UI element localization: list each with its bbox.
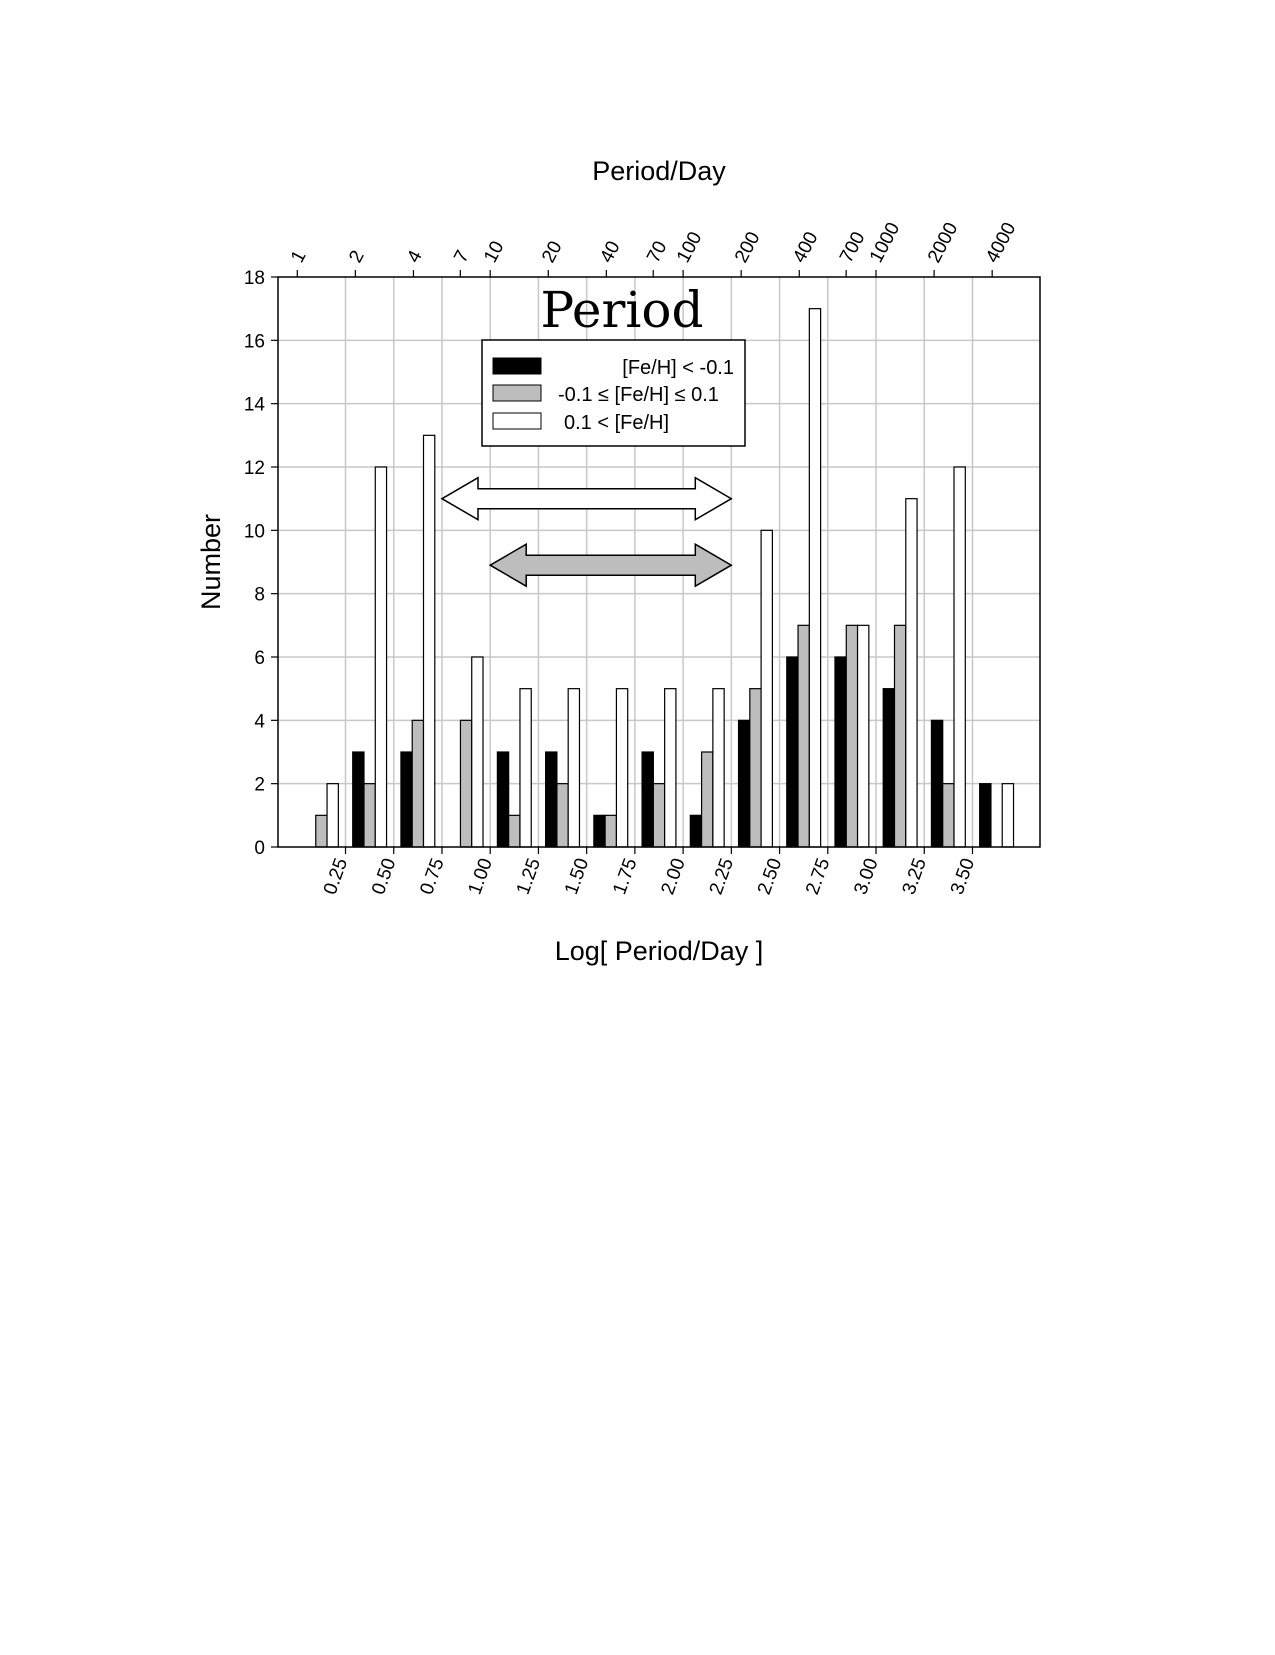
bar-series-0-bin-9 <box>739 720 750 847</box>
x-tick-label: 1.25 <box>512 855 546 898</box>
top-tick-label: 2000 <box>923 219 963 267</box>
top-axis-ticks <box>287 219 1020 277</box>
x-tick-label: 0.75 <box>416 855 449 898</box>
bar-series-1-bin-4 <box>509 815 520 847</box>
bar-series-0-bin-1 <box>353 752 364 847</box>
top-tick-label: 20 <box>538 237 567 267</box>
bar-series-2-bin-11 <box>858 625 869 847</box>
y-tick-label: 8 <box>254 584 265 606</box>
top-tick-label: 700 <box>836 228 870 267</box>
bar-series-1-bin-5 <box>557 784 568 847</box>
y-tick-label: 18 <box>243 268 265 289</box>
top-tick-label: 10 <box>480 237 509 267</box>
top-tick-label: 40 <box>596 237 625 267</box>
bar-series-1-bin-11 <box>846 625 857 847</box>
y-tick-label: 2 <box>254 774 265 796</box>
top-tick-label: 200 <box>731 228 765 267</box>
x-tick-label: 1.50 <box>560 855 594 898</box>
x-tick-label: 0.25 <box>319 855 353 898</box>
legend-label-metal-poor: [Fe/H] < -0.1 <box>622 357 734 379</box>
x-axis-label: Log[ Period/Day ] <box>554 936 764 966</box>
top-tick-label: 70 <box>643 237 672 267</box>
bar-series-2-bin-13 <box>954 467 965 847</box>
top-tick-label: 2 <box>345 247 369 267</box>
bar-series-2-bin-9 <box>761 530 772 847</box>
bar-series-1-bin-3 <box>460 720 471 847</box>
bar-series-1-bin-7 <box>653 784 664 847</box>
legend-swatch-metal-rich <box>493 413 541 429</box>
bar-series-2-bin-3 <box>472 657 483 847</box>
x-tick-label: 2.25 <box>705 855 739 898</box>
x-tick-label: 2.75 <box>802 855 835 898</box>
x-tick-label: 3.25 <box>898 855 931 898</box>
y-tick-label: 14 <box>243 394 265 416</box>
bar-series-0-bin-8 <box>690 815 701 847</box>
bar-series-1-bin-10 <box>798 625 809 847</box>
x-tick-label: 3.00 <box>850 855 883 898</box>
bar-series-1-bin-1 <box>364 784 375 847</box>
bar-series-2-bin-10 <box>809 309 820 847</box>
top-tick-label: 100 <box>672 228 707 267</box>
bar-series-2-bin-7 <box>665 689 676 847</box>
bar-series-2-bin-8 <box>713 689 724 847</box>
bar-series-1-bin-9 <box>750 689 761 847</box>
bar-series-1-bin-8 <box>702 752 713 847</box>
bar-series-2-bin-14 <box>1002 784 1013 847</box>
top-tick-label: 4000 <box>982 219 1021 267</box>
top-tick-label: 1 <box>287 247 311 267</box>
bar-series-2-bin-2 <box>424 435 435 847</box>
x-tick-label: 2.00 <box>657 855 690 898</box>
y-tick-label: 0 <box>254 838 265 859</box>
top-axis-label: Period/Day <box>592 156 726 186</box>
bar-series-1-bin-0 <box>316 815 327 847</box>
bar-series-2-bin-12 <box>906 499 917 847</box>
bar-series-2-bin-4 <box>520 689 531 847</box>
legend <box>482 340 745 446</box>
bar-series-1-bin-6 <box>605 815 616 847</box>
x-axis-ticks <box>320 847 979 897</box>
bar-series-0-bin-6 <box>594 815 605 847</box>
bar-series-0-bin-10 <box>787 657 798 847</box>
bar-series-1-bin-2 <box>412 720 423 847</box>
bar-series-0-bin-13 <box>931 720 942 847</box>
top-tick-label: 7 <box>450 247 474 267</box>
top-tick-label: 1000 <box>865 219 905 267</box>
bar-series-0-bin-14 <box>980 784 991 847</box>
top-tick-label: 4 <box>403 247 427 267</box>
legend-swatch-solar <box>493 385 541 401</box>
x-tick-label: 3.50 <box>946 855 980 898</box>
bar-series-1-bin-13 <box>943 784 954 847</box>
y-tick-label: 16 <box>243 331 265 353</box>
bar-series-2-bin-5 <box>568 689 579 847</box>
y-axis-label: Number <box>196 513 226 611</box>
legend-label-solar: -0.1 ≤ [Fe/H] ≤ 0.1 <box>558 384 719 406</box>
bar-series-2-bin-6 <box>616 689 627 847</box>
y-tick-label: 10 <box>243 521 265 543</box>
bar-series-1-bin-12 <box>894 625 905 847</box>
bar-series-0-bin-7 <box>642 752 653 847</box>
y-tick-label: 4 <box>254 711 265 733</box>
bar-series-0-bin-2 <box>401 752 412 847</box>
x-tick-label: 1.75 <box>609 855 642 898</box>
x-tick-label: 0.50 <box>368 855 401 898</box>
y-tick-label: 12 <box>243 458 265 479</box>
x-tick-label: 2.50 <box>753 855 787 898</box>
legend-label-metal-rich: 0.1 < [Fe/H] <box>564 412 670 434</box>
top-tick-label: 400 <box>789 228 823 267</box>
legend-swatch-metal-poor <box>493 358 541 374</box>
double-arrow-1 <box>490 544 731 586</box>
chart-title: Period <box>540 281 704 339</box>
bar-series-2-bin-0 <box>327 784 338 847</box>
x-tick-label: 1.00 <box>464 855 497 898</box>
bar-series-2-bin-1 <box>375 467 386 847</box>
y-axis-ticks <box>244 268 278 859</box>
bar-series-0-bin-5 <box>546 752 557 847</box>
bar-series-0-bin-4 <box>497 752 508 847</box>
y-tick-label: 6 <box>254 648 265 669</box>
bar-series-0-bin-11 <box>835 657 846 847</box>
bar-series-0-bin-12 <box>883 689 894 847</box>
